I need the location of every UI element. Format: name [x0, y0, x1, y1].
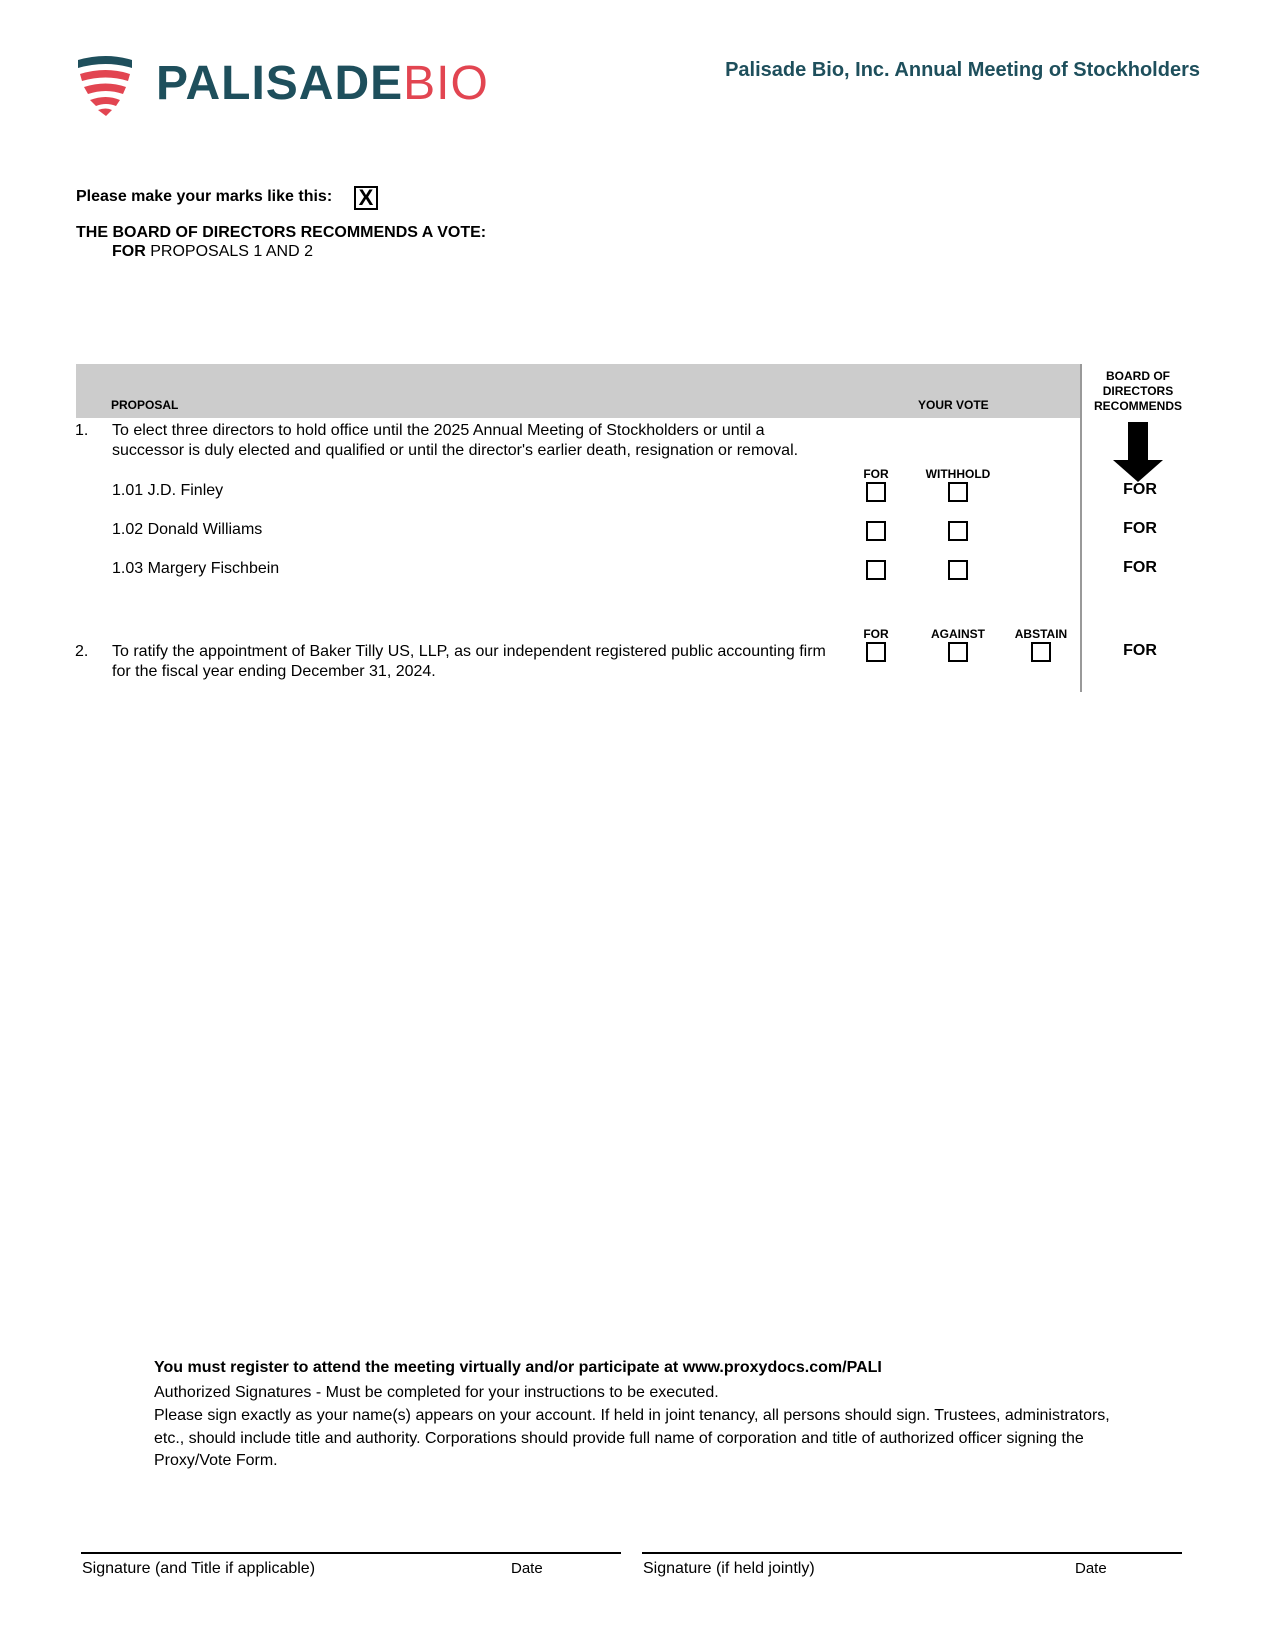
col-head-proposal: PROPOSAL [111, 398, 179, 412]
meeting-title: Palisade Bio, Inc. Annual Meeting of Stockholders [725, 59, 1200, 81]
p1-02-board-recommendation: FOR [1123, 520, 1157, 537]
p2-option-abstain: ABSTAIN [1014, 627, 1068, 641]
p2-option-for: FOR [863, 627, 889, 641]
p2-against-checkbox[interactable] [948, 642, 968, 662]
signature-line-1[interactable] [81, 1552, 621, 1554]
board-column-divider [1080, 364, 1082, 692]
p2-abstain-checkbox[interactable] [1031, 642, 1051, 662]
recommend-for: FOR [112, 243, 146, 260]
authorized-signatures-note: Authorized Signatures - Must be completed for your instructions to be executed. [154, 1384, 719, 1401]
proposal-2-number: 2. [75, 643, 89, 660]
proposal-1-text: To elect three directors to hold office until the 2025 Annual Meeting of Stockholders or until a successor is duly elected and qualified or until the director's earlier death, resignation or removal. [112, 422, 799, 459]
p2-option-against: AGAINST [931, 627, 985, 641]
p1-01-board-recommendation: FOR [1123, 481, 1157, 498]
nominee-1-01: 1.01 J.D. Finley [112, 482, 224, 499]
col-head-board-recommends: BOARD OF DIRECTORS RECOMMENDS [1093, 369, 1182, 413]
p1-option-withhold: WITHHOLD [925, 467, 991, 481]
p1-03-board-recommendation: FOR [1123, 559, 1157, 576]
marks-instruction: Please make your marks like this: [76, 188, 333, 205]
proposal-1-number: 1. [75, 422, 89, 439]
date-label-1: Date [511, 1560, 543, 1577]
p1-01-withhold-checkbox[interactable] [948, 482, 968, 502]
down-arrow-icon [1113, 422, 1163, 482]
p1-02-for-checkbox[interactable] [866, 521, 886, 541]
date-label-2: Date [1075, 1560, 1107, 1577]
signing-instructions: Please sign exactly as your name(s) appears on your account. If held in joint tenancy, all persons should sign. Trustees, administrators, etc., should include title and authority. Corporations should provide full name of corporation and title of authorized officer signing the Proxy/Vote Form. [154, 1407, 1110, 1469]
palisade-logo-icon [76, 54, 136, 118]
p1-option-for: FOR [863, 467, 889, 481]
logo-text-main: PALISADE [156, 57, 404, 110]
proposal-2-text: To ratify the appointment of Baker Tilly US, LLP, as our independent registered public accounting firm for the fiscal year ending December 31, 2024. [112, 643, 826, 680]
nominee-1-02: 1.02 Donald Williams [112, 521, 263, 538]
p1-02-withhold-checkbox[interactable] [948, 521, 968, 541]
recommend-line [112, 243, 313, 261]
signature-label-2: Signature (if held jointly) [643, 1560, 815, 1577]
col-head-your-vote: YOUR VOTE [918, 398, 989, 412]
signature-line-2[interactable] [642, 1552, 1182, 1554]
p2-for-checkbox[interactable] [866, 642, 886, 662]
p1-01-for-checkbox[interactable] [866, 482, 886, 502]
p1-03-for-checkbox[interactable] [866, 560, 886, 580]
signature-label-1: Signature (and Title if applicable) [82, 1560, 316, 1577]
recommend-proposals: PROPOSALS 1 AND 2 [145, 243, 313, 260]
logo-text-accent: BIO [403, 57, 489, 110]
mark-example-box: X [354, 186, 378, 210]
nominee-1-03: 1.03 Margery Fischbein [112, 560, 280, 577]
p1-03-withhold-checkbox[interactable] [948, 560, 968, 580]
recommend-heading: THE BOARD OF DIRECTORS RECOMMENDS A VOTE: [76, 224, 487, 241]
company-logo-text [156, 56, 489, 112]
register-notice: You must register to attend the meeting virtually and/or participate at www.proxydocs.com/PALI [154, 1359, 882, 1376]
p2-board-recommendation: FOR [1123, 642, 1157, 659]
